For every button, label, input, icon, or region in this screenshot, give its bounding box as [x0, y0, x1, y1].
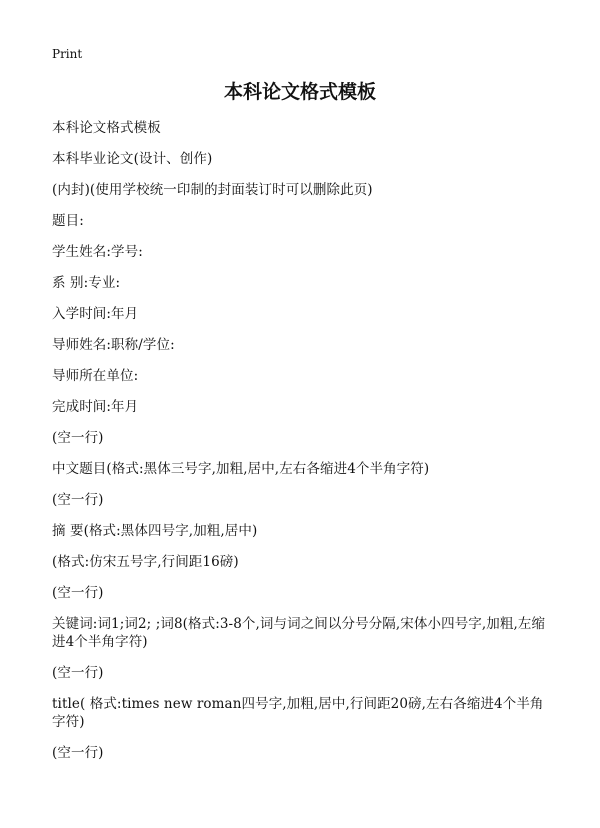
body-line: 导师姓名:职称/学位:	[52, 337, 175, 353]
document-body	[52, 119, 552, 775]
body-line: 本科论文格式模板	[52, 120, 161, 136]
body-line: 完成时间:年月	[52, 399, 139, 415]
body-line: (空一行)	[52, 745, 104, 761]
body-line: (空一行)	[52, 430, 104, 446]
body-line: title( 格式:times new roman四号字,加粗,居中,行间距20磅,左右各缩进4个半角字符)	[52, 696, 544, 730]
body-line: 关键词:词1;词2; ;词8(格式:3-8个,词与词之间以分号分隔,宋体小四号字,加粗,左缩进4个半角字符)	[52, 616, 546, 650]
body-line: 系 别:专业:	[52, 275, 121, 291]
body-line: (空一行)	[52, 492, 104, 508]
print-label: Print	[52, 47, 83, 61]
body-line: 导师所在单位:	[52, 368, 139, 384]
body-line: 摘 要(格式:黑体四号字,加粗,居中)	[52, 523, 258, 539]
body-line: 题目:	[52, 213, 84, 229]
body-line: (内封)(使用学校统一印制的封面装订时可以删除此页)	[52, 182, 373, 198]
document-title: 本科论文格式模板	[223, 81, 376, 103]
body-line: 中文题目(格式:黑体三号字,加粗,居中,左右各缩进4个半角字符)	[52, 461, 430, 477]
body-line: (格式:仿宋五号字,行间距16磅)	[52, 554, 239, 570]
body-line: 学生姓名:学号:	[52, 244, 143, 260]
body-line: 入学时间:年月	[52, 306, 139, 322]
body-line: (空一行)	[52, 585, 104, 601]
body-line: (空一行)	[52, 665, 104, 681]
body-line: 本科毕业论文(设计、创作)	[52, 151, 213, 167]
